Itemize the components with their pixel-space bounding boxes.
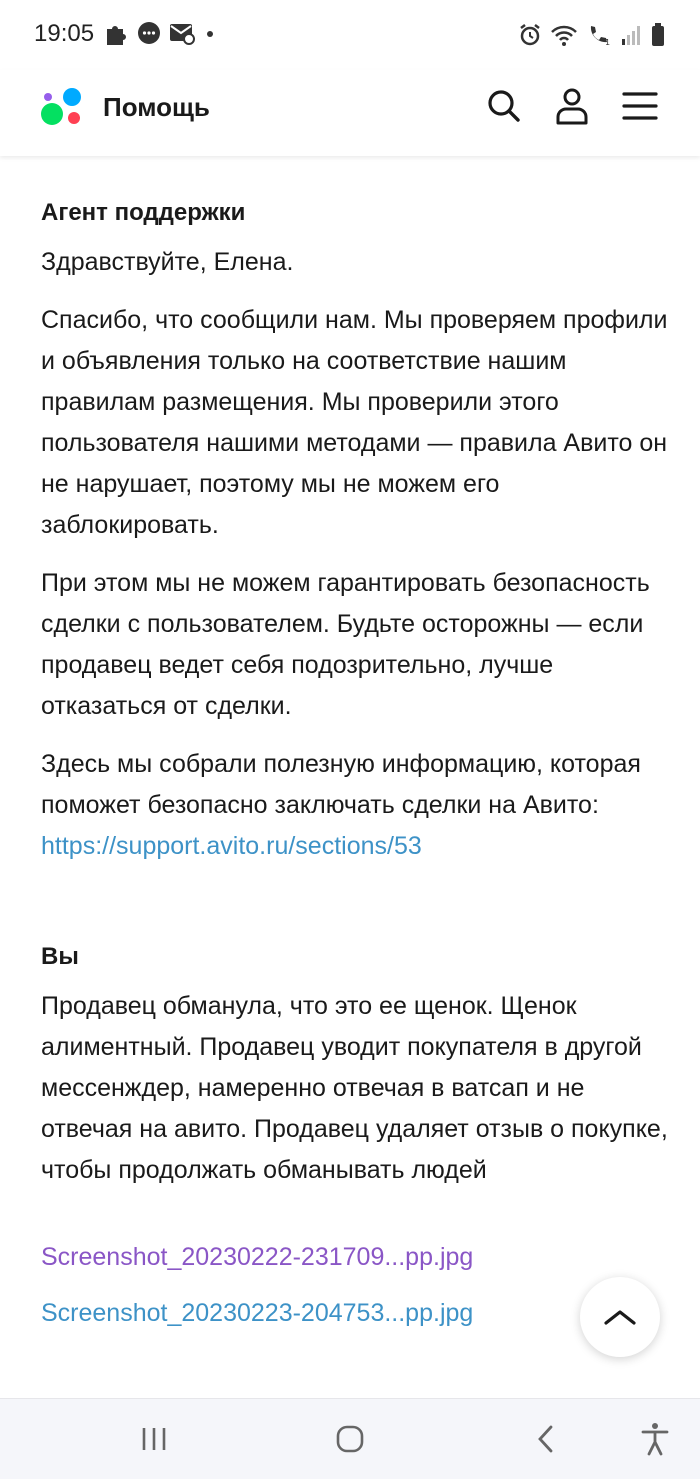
status-bar [0, 0, 700, 70]
message-paragraph: При этом мы не можем гарантировать безопасность сделки с пользователем. Будьте осторожны — если продавец ведет себя подозрительно, лучше отказаться от сделки. [41, 569, 650, 720]
dot-icon [202, 20, 218, 46]
status-left-icons [104, 20, 218, 46]
message-sender: Вы [41, 943, 79, 970]
message-paragraph: Продавец обманула, что это ее щенок. Щенок алиментный. Продавец уводит покупателя в другой мессенждер, намеренно отвечая в ватсап и не отвечая на авито. Продавец удаляет отзыв о покупке, чтобы продолжать обманывать людей [41, 992, 668, 1184]
menu-icon [622, 90, 658, 122]
back-icon [535, 1424, 557, 1454]
accessibility-button[interactable] [635, 1419, 675, 1459]
puzzle-icon [104, 20, 130, 46]
message-paragraph [41, 744, 671, 867]
back-button[interactable] [526, 1419, 566, 1459]
mail-icon [168, 20, 196, 46]
system-nav-bar [0, 1398, 700, 1479]
chevron-up-icon [603, 1307, 637, 1327]
status-time: 19:05 [34, 20, 95, 47]
avito-logo[interactable] [40, 87, 84, 127]
attachments-list [41, 1240, 671, 1330]
app-header [0, 70, 700, 156]
search-icon [486, 88, 522, 124]
support-sections-link[interactable]: https://support.avito.ru/sections/53 [41, 832, 422, 860]
attachment-link[interactable]: Screenshot_20230222-231709...pp.jpg [41, 1243, 474, 1271]
attachment-link[interactable]: Screenshot_20230223-204753...pp.jpg [41, 1299, 474, 1327]
user-icon [555, 87, 589, 125]
message-sender: Агент поддержки [41, 199, 246, 226]
user-message [41, 940, 671, 1191]
support-message [41, 196, 671, 867]
recent-apps-icon [139, 1426, 169, 1452]
profile-button[interactable] [552, 86, 592, 126]
accessibility-icon [640, 1422, 670, 1456]
search-button[interactable] [484, 86, 524, 126]
status-right-icons [518, 22, 666, 48]
alarm-icon [518, 23, 542, 47]
menu-button[interactable] [620, 86, 660, 126]
battery-icon [650, 22, 666, 48]
scroll-to-top-button[interactable] [580, 1277, 660, 1357]
message-text: Здесь мы собрали полезную информацию, которая поможет безопасно заключать сделки на Авито: [41, 750, 641, 819]
conversation [41, 196, 671, 1330]
signal-icon [620, 23, 642, 47]
message-paragraph: Здравствуйте, Елена. [41, 248, 294, 276]
wifi-icon [550, 23, 578, 47]
message-paragraph: Спасибо, что сообщили нам. Мы проверяем профили и объявления только на соответствие нашим правилам размещения. Мы проверили этого пользователя нашими методами — правила Авито он не нарушает, поэтому мы не можем его заблокировать. [41, 306, 668, 539]
page-title: Помощь [103, 92, 210, 122]
home-icon [335, 1424, 365, 1454]
call-icon [586, 23, 612, 47]
recent-apps-button[interactable] [134, 1419, 174, 1459]
home-button[interactable] [330, 1419, 370, 1459]
chat-bubble-icon [136, 20, 162, 46]
svg-text:1: 1 [605, 38, 611, 47]
